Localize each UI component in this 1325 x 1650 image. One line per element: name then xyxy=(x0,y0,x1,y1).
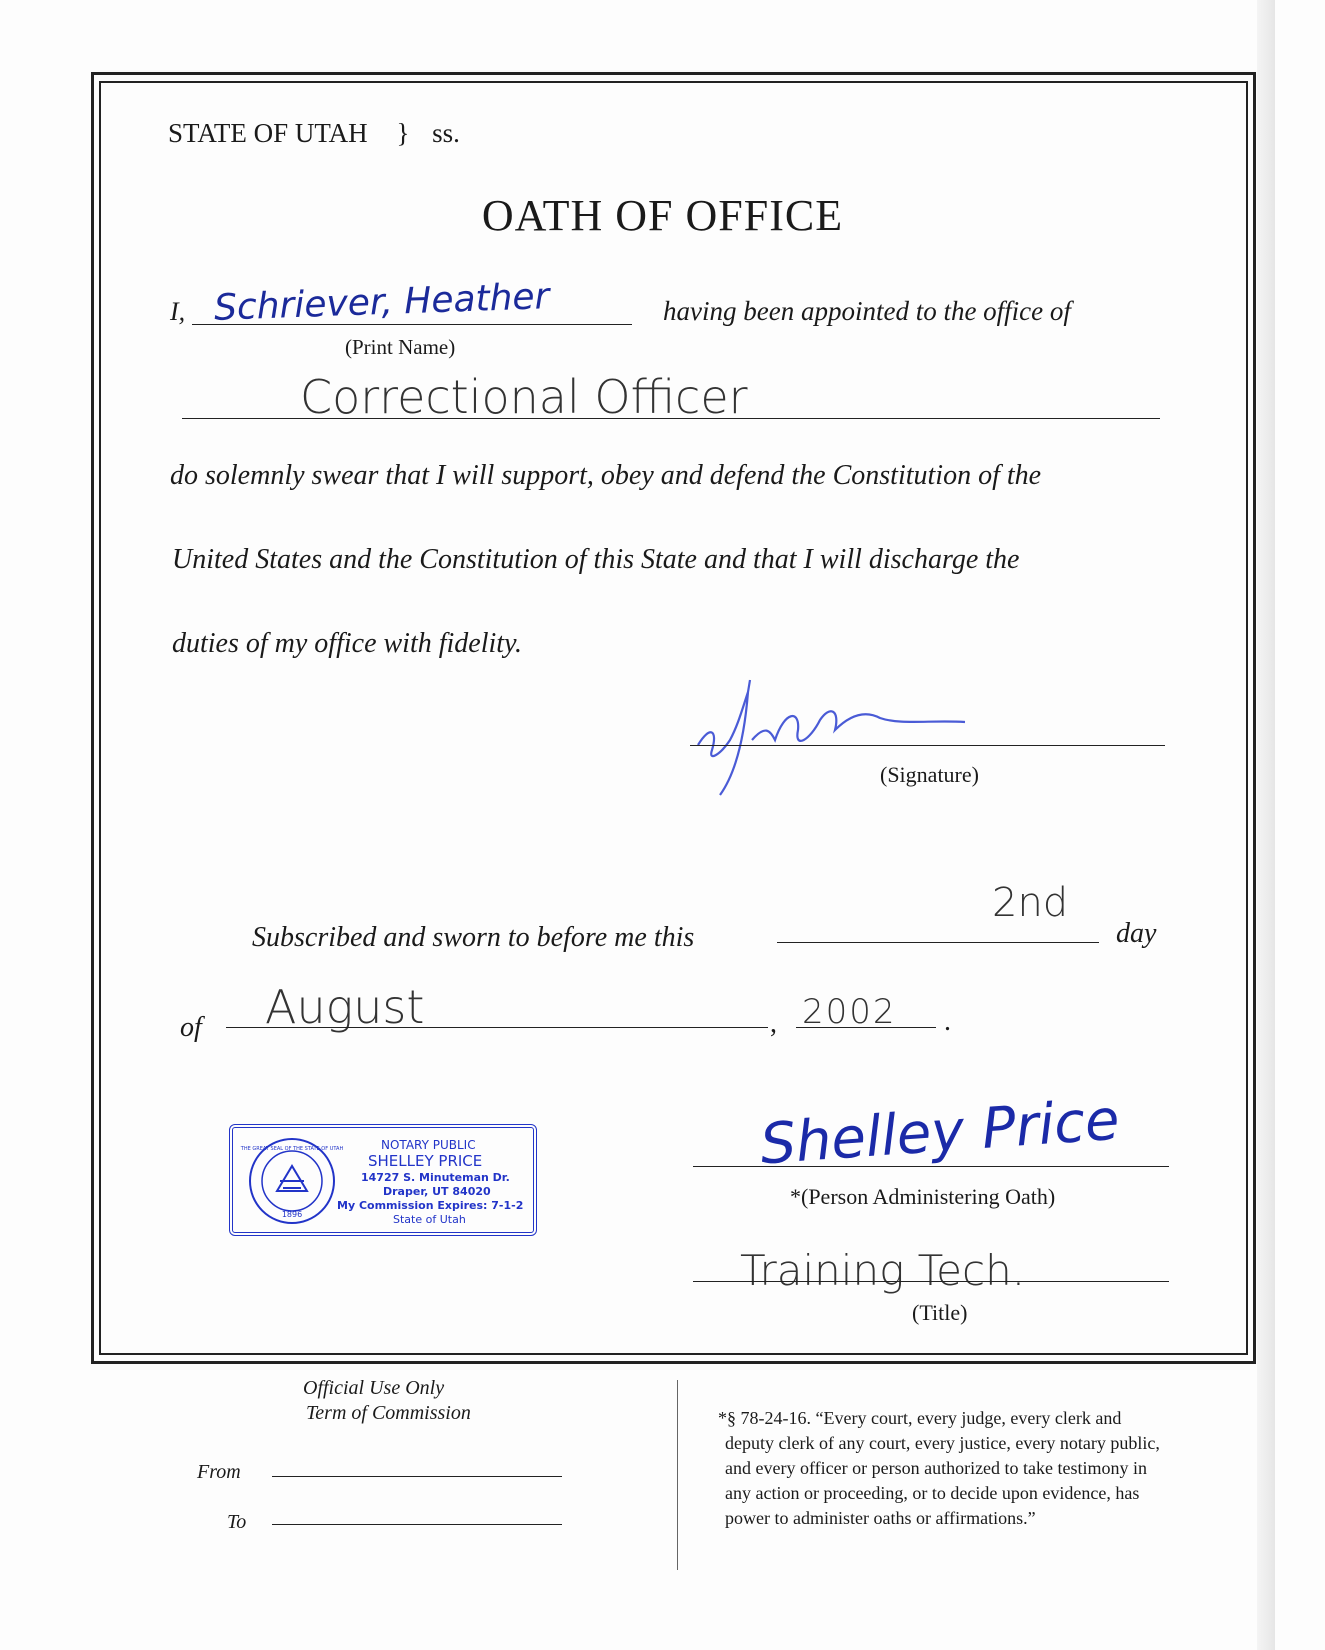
ss-abbrev: ss. xyxy=(432,118,460,148)
month-value: August xyxy=(265,980,425,1034)
office-value: Correctional Officer xyxy=(300,370,748,424)
brace: } xyxy=(396,118,410,148)
administrator-title-value: Training Tech. xyxy=(740,1246,1026,1295)
from-line xyxy=(272,1476,562,1477)
year-value: 2002 xyxy=(802,992,897,1032)
signature-line xyxy=(690,745,1165,746)
to-label: To xyxy=(227,1511,247,1533)
oath-body-line-1: do solemnly swear that I will support, obey and defend the Constitution of the xyxy=(170,460,1042,491)
month-comma: , xyxy=(770,1008,777,1039)
seal-text: THE GREAT SEAL OF THE STATE OF UTAH xyxy=(240,1146,344,1152)
print-name-line xyxy=(192,324,632,325)
footnote-line-5: power to administer oaths or affirmations.” xyxy=(725,1508,1036,1528)
year-line xyxy=(796,1027,936,1028)
stamp-line-2: SHELLEY PRICE xyxy=(368,1152,483,1170)
administrator-signature: Shelley Price xyxy=(758,1087,1122,1178)
title-label: (Title) xyxy=(912,1300,968,1325)
of-word: of xyxy=(180,1012,202,1043)
footnote-line-4: any action or proceeding, or to decide upon evidence, has xyxy=(725,1483,1140,1503)
administrator-line xyxy=(693,1166,1169,1167)
page-title: OATH OF OFFICE xyxy=(481,191,844,240)
day-word: day xyxy=(1116,918,1157,949)
stamp-line-1: NOTARY PUBLIC xyxy=(381,1138,476,1152)
stamp-line-4: Draper, UT 84020 xyxy=(383,1185,491,1198)
from-label: From xyxy=(197,1461,241,1483)
oath-body-line-3: duties of my office with fidelity. xyxy=(172,628,522,659)
footnote-line-3: and every officer or person authorized to take testimony in xyxy=(725,1458,1148,1478)
administrator-label: *(Person Administering Oath) xyxy=(790,1184,1056,1209)
page-edge xyxy=(1257,0,1275,1650)
footer-divider xyxy=(677,1380,678,1570)
notary-stamp xyxy=(229,1124,537,1236)
day-line xyxy=(777,942,1099,943)
title-line xyxy=(693,1281,1169,1282)
print-name-label: (Print Name) xyxy=(345,335,456,359)
state-header xyxy=(168,118,460,149)
stamp-line-6: State of Utah xyxy=(393,1213,466,1226)
sworn-intro: Subscribed and sworn to before me this xyxy=(252,922,695,953)
stamp-line-3: 14727 S. Minuteman Dr. xyxy=(361,1171,510,1184)
year-period: . xyxy=(944,1006,951,1037)
month-line xyxy=(226,1027,768,1028)
signature-label: (Signature) xyxy=(880,762,979,787)
state-seal xyxy=(240,1136,344,1226)
office-line xyxy=(182,418,1160,419)
seal-year: 1896 xyxy=(281,1210,303,1219)
footnote-line-1: *§ 78-24-16. “Every court, every judge, every clerk and xyxy=(718,1408,1122,1428)
to-line xyxy=(272,1524,562,1525)
state-name: STATE OF UTAH xyxy=(168,118,368,148)
term-of-commission-heading: Term of Commission xyxy=(306,1402,471,1424)
oath-body-line-2: United States and the Constitution of this State and that I will discharge the xyxy=(172,544,1020,575)
official-use-heading: Official Use Only xyxy=(303,1377,445,1399)
appointed-text: having been appointed to the office of xyxy=(663,296,1071,326)
footnote-line-2: deputy clerk of any court, every justice, every notary public, xyxy=(725,1433,1160,1453)
stamp-line-5: My Commission Expires: 7-1-2 xyxy=(337,1199,524,1212)
day-value: 2nd xyxy=(992,880,1069,926)
print-name-value: Schriever, Heather xyxy=(213,276,551,329)
pronoun-i: I, xyxy=(170,297,186,326)
